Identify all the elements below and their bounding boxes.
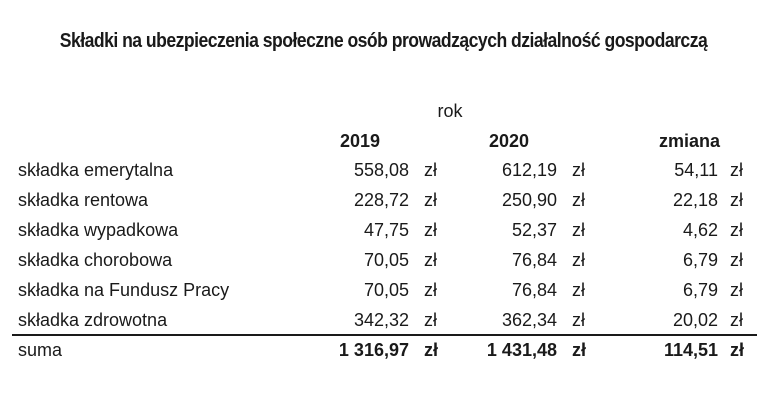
unit: zł — [572, 340, 587, 360]
value-change: 6,79 — [682, 250, 718, 270]
header-2020: 2020 — [489, 131, 530, 151]
table-row — [0, 160, 767, 190]
sum-2020: 1 431,48 — [486, 340, 557, 360]
unit: zł — [730, 160, 743, 180]
row-label: składka emerytalna — [18, 160, 174, 180]
year-group-label: rok — [437, 101, 463, 121]
value-2020: 76,84 — [511, 250, 557, 270]
value-change: 22,18 — [672, 190, 718, 210]
value-2020: 76,84 — [511, 280, 557, 300]
table-row — [0, 190, 767, 220]
unit: zł — [572, 220, 585, 240]
value-2020: 362,34 — [501, 310, 557, 330]
value-2019: 558,08 — [353, 160, 409, 180]
row-label: składka chorobowa — [18, 250, 173, 270]
unit: zł — [730, 250, 743, 270]
value-2020: 612,19 — [501, 160, 557, 180]
unit: zł — [730, 280, 743, 300]
header-change: zmiana — [659, 131, 721, 151]
table-title: Składki na ubezpieczenia społeczne osób prowadzących działalność gospodarczą — [59, 30, 708, 52]
table-row — [0, 250, 767, 280]
unit: zł — [572, 250, 585, 270]
unit: zł — [424, 250, 437, 270]
unit: zł — [572, 280, 585, 300]
sum-change: 114,51 — [663, 340, 718, 360]
value-change: 4,62 — [682, 220, 718, 240]
sum-row — [0, 340, 767, 370]
unit: zł — [424, 340, 439, 360]
unit: zł — [730, 190, 743, 210]
value-2019: 47,75 — [363, 220, 409, 240]
value-change: 54,11 — [674, 160, 718, 180]
unit: zł — [730, 340, 745, 360]
value-change: 6,79 — [682, 280, 718, 300]
unit: zł — [572, 190, 585, 210]
unit: zł — [424, 160, 437, 180]
header-2019: 2019 — [340, 131, 381, 151]
value-change: 20,02 — [672, 310, 718, 330]
table-row — [0, 280, 767, 310]
row-label: składka zdrowotna — [18, 310, 168, 330]
sum-divider — [12, 334, 757, 336]
unit: zł — [572, 310, 585, 330]
row-label: składka na Fundusz Pracy — [18, 280, 230, 300]
value-2020: 250,90 — [501, 190, 557, 210]
table-row — [0, 220, 767, 250]
unit: zł — [424, 280, 437, 300]
value-2019: 70,05 — [363, 250, 409, 270]
unit: zł — [424, 190, 437, 210]
unit: zł — [424, 310, 437, 330]
row-label: składka wypadkowa — [18, 220, 179, 240]
sum-label: suma — [18, 340, 63, 360]
value-2019: 228,72 — [353, 190, 409, 210]
value-2020: 52,37 — [511, 220, 557, 240]
unit: zł — [572, 160, 585, 180]
row-label: składka rentowa — [18, 190, 149, 210]
unit: zł — [730, 310, 743, 330]
value-2019: 342,32 — [353, 310, 409, 330]
unit: zł — [424, 220, 437, 240]
sum-2019: 1 316,97 — [338, 340, 409, 360]
value-2019: 70,05 — [363, 280, 409, 300]
unit: zł — [730, 220, 743, 240]
